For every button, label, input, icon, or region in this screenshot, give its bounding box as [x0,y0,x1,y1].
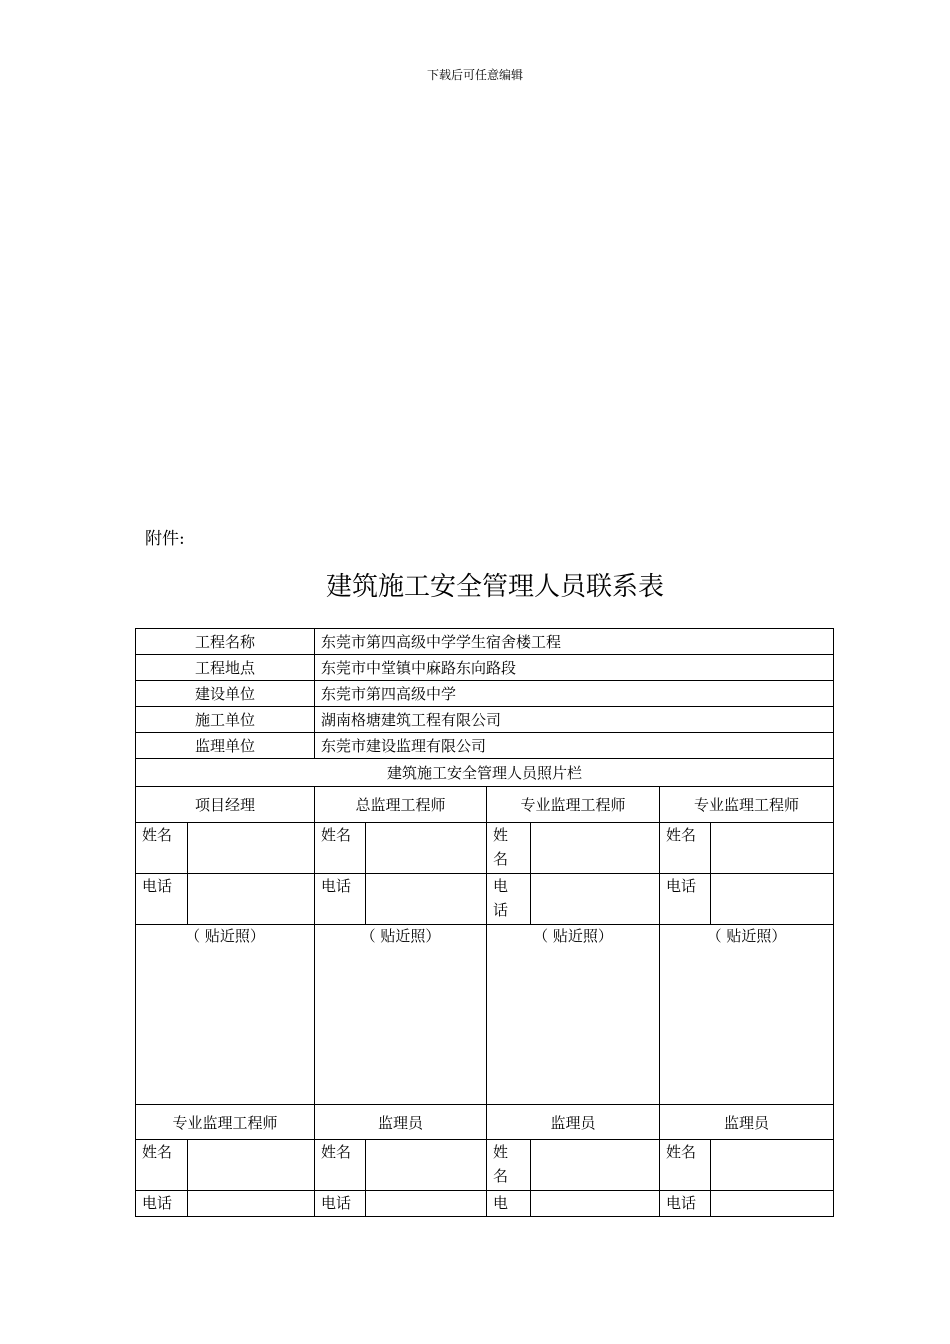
value-project-location: 东莞市中堂镇中麻路东向路段 [315,655,834,681]
label-owner: 建设单位 [136,681,315,707]
photo-placeholder: （ 贴近照） [660,925,834,1105]
phone-value [711,1191,834,1217]
photo-section-row [136,759,834,787]
label-supervisor-unit: 监理单位 [136,733,315,759]
name-char: 姓 [493,826,509,844]
phone-value [188,874,315,925]
phone-value [188,1191,315,1217]
name-value [366,823,487,874]
header-note: 下载后可任意编辑 [426,68,523,82]
phone-value [531,874,660,925]
label-contractor: 施工单位 [136,707,315,733]
phone-char: 电 [493,877,509,895]
name-label: 姓名 [315,823,366,874]
phone-row-1 [136,874,834,925]
name-char: 名 [493,1167,509,1185]
label-project-location: 工程地点 [136,655,315,681]
name-value [531,823,660,874]
name-value [188,1140,315,1191]
role-header: 专业监理工程师 [487,787,660,823]
document-title: 建筑施工安全管理人员联系表 [325,572,664,602]
phone-row-2 [136,1191,834,1217]
phone-label: 电话 [315,1191,366,1217]
info-row-project-name [136,629,834,655]
name-label: 姓名 [136,823,188,874]
name-value [711,823,834,874]
info-row-contractor [136,707,834,733]
role-header: 监理员 [487,1105,660,1140]
role-header: 监理员 [315,1105,487,1140]
name-label-split [487,823,531,874]
name-value [188,823,315,874]
name-label: 姓名 [660,823,711,874]
value-contractor: 湖南格塘建筑工程有限公司 [315,707,834,733]
photo-row-1 [136,925,834,1105]
name-value [711,1140,834,1191]
info-row-project-location [136,655,834,681]
roles-row-2 [136,1105,834,1140]
name-char: 名 [493,850,509,868]
photo-placeholder: （ 贴近照） [487,925,660,1105]
phone-label: 电话 [136,1191,188,1217]
roles-row-1 [136,787,834,823]
info-row-owner [136,681,834,707]
role-header: 监理员 [660,1105,834,1140]
name-value [531,1140,660,1191]
value-supervisor-unit: 东莞市建设监理有限公司 [315,733,834,759]
phone-value [366,874,487,925]
attachment-label: 附件: [145,529,185,549]
label-project-name: 工程名称 [136,629,315,655]
role-header: 专业监理工程师 [660,787,834,823]
role-header: 项目经理 [136,787,315,823]
phone-value [366,1191,487,1217]
phone-char: 话 [493,901,509,919]
name-row-2 [136,1140,834,1191]
phone-label: 电话 [660,874,711,925]
photo-section-title: 建筑施工安全管理人员照片栏 [136,759,834,787]
role-header: 专业监理工程师 [136,1105,315,1140]
name-label: 姓名 [136,1140,188,1191]
name-label: 姓名 [660,1140,711,1191]
phone-label-partial: 电 [487,1191,531,1217]
name-char: 姓 [493,1143,509,1161]
phone-label-split [487,874,531,925]
phone-label: 电话 [136,874,188,925]
phone-label: 电话 [660,1191,711,1217]
name-value [366,1140,487,1191]
name-label-split [487,1140,531,1191]
phone-value [531,1191,660,1217]
contact-table [135,628,834,1217]
name-row-1 [136,823,834,874]
value-project-name: 东莞市第四高级中学学生宿舍楼工程 [315,629,834,655]
role-header: 总监理工程师 [315,787,487,823]
name-label: 姓名 [315,1140,366,1191]
phone-label: 电话 [315,874,366,925]
photo-placeholder: （ 贴近照） [315,925,487,1105]
phone-value [711,874,834,925]
info-row-supervisor-unit [136,733,834,759]
value-owner: 东莞市第四高级中学 [315,681,834,707]
photo-placeholder: （ 贴近照） [136,925,315,1105]
